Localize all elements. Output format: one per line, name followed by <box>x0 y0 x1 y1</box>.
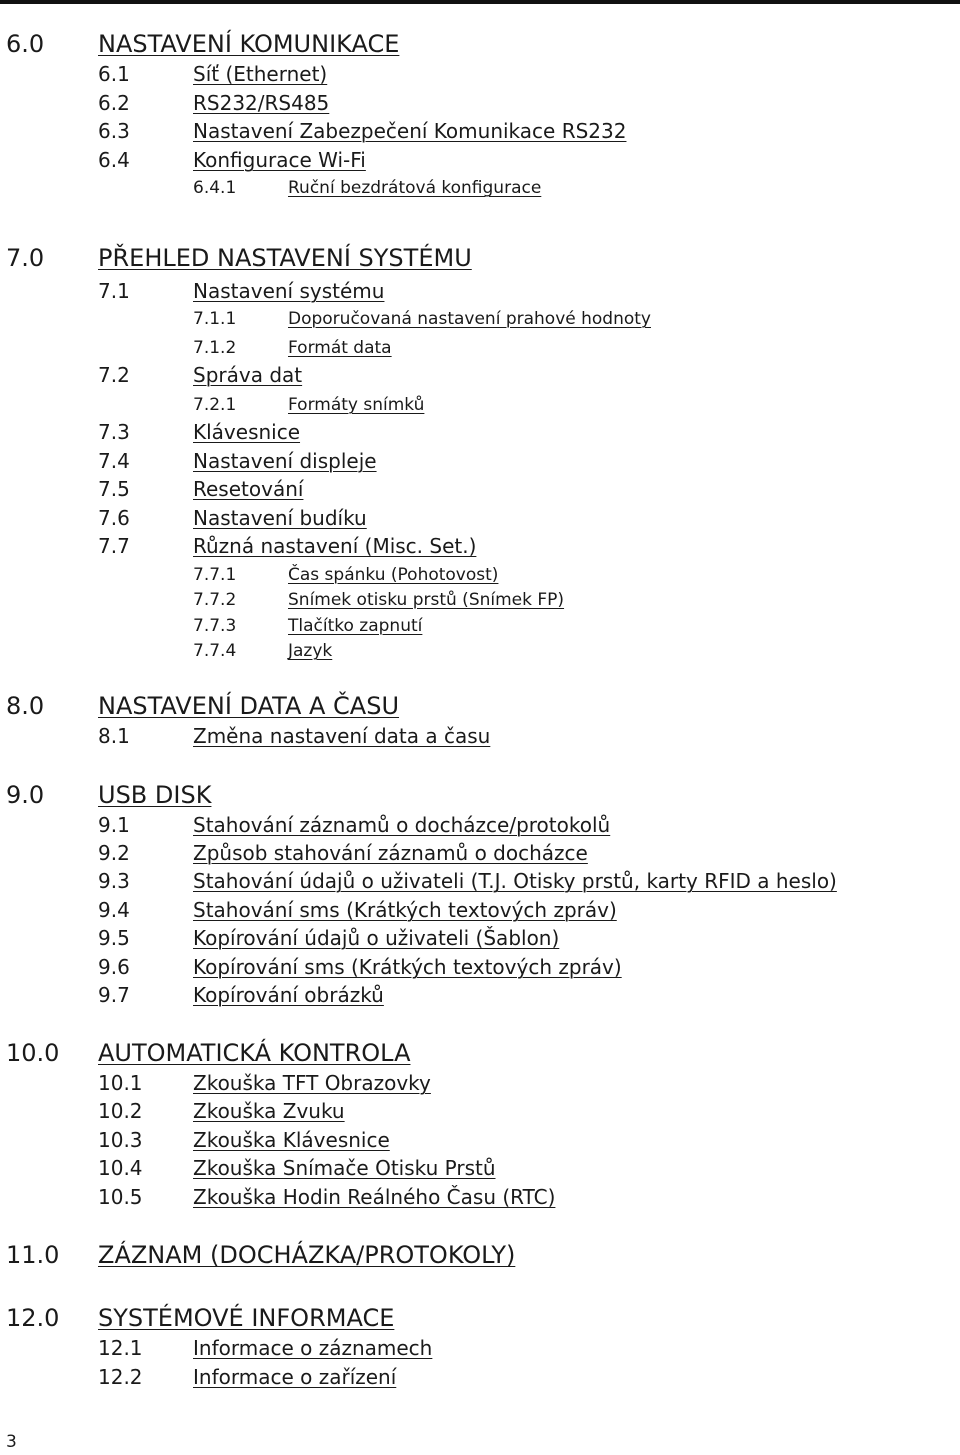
toc-link[interactable]: Jazyk <box>288 641 333 661</box>
toc-number: 9.0 <box>6 781 45 809</box>
toc-subsection <box>0 983 960 1011</box>
toc-link[interactable]: Stahování záznamů o docházce/protokolů <box>193 813 611 837</box>
toc-subsection <box>0 477 960 505</box>
toc-subsection <box>0 62 960 90</box>
toc-link[interactable]: AUTOMATICKÁ KONTROLA <box>98 1039 411 1067</box>
toc-link[interactable]: NASTAVENÍ KOMUNIKACE <box>98 30 400 58</box>
toc-subsubsection <box>0 309 960 334</box>
toc-subsubsection <box>0 590 960 615</box>
toc-link[interactable]: Nastavení budíku <box>193 506 367 530</box>
toc-link[interactable]: Tlačítko zapnutí <box>288 616 423 636</box>
toc-link[interactable]: Různá nastavení (Misc. Set.) <box>193 534 477 558</box>
toc-subsubsection <box>0 616 960 641</box>
toc-link[interactable]: NASTAVENÍ DATA A ČASU <box>98 692 400 720</box>
toc-number: 10.4 <box>98 1156 143 1180</box>
toc-subsection <box>0 148 960 176</box>
toc-link[interactable]: Nastavení displeje <box>193 449 377 473</box>
toc-number: 7.4 <box>98 449 130 473</box>
toc-subsection <box>0 1099 960 1127</box>
toc-link[interactable]: Čas spánku (Pohotovost) <box>288 565 499 585</box>
toc-link[interactable]: USB DISK <box>98 781 212 809</box>
toc-number: 9.6 <box>98 955 130 979</box>
toc-subsection <box>0 420 960 448</box>
toc-subsection <box>0 1185 960 1213</box>
toc-link[interactable]: Stahování sms (Krátkých textových zpráv) <box>193 898 617 922</box>
toc-number: 7.7.2 <box>193 590 237 610</box>
toc-number: 10.1 <box>98 1071 143 1095</box>
toc-number: 6.3 <box>98 119 130 143</box>
toc-link[interactable]: Kopírování sms (Krátkých textových zpráv) <box>193 955 622 979</box>
toc-subsection <box>0 869 960 897</box>
toc-link[interactable]: Formáty snímků <box>288 395 425 415</box>
top-rule <box>0 0 960 4</box>
toc-link[interactable]: Snímek otisku prstů (Snímek FP) <box>288 590 565 610</box>
toc-section <box>0 692 960 724</box>
toc-link[interactable]: SYSTÉMOVÉ INFORMACE <box>98 1304 395 1332</box>
toc-subsubsection <box>0 565 960 590</box>
toc-number: 8.0 <box>6 692 45 720</box>
toc-link[interactable]: Kopírování údajů o uživateli (Šablon) <box>193 926 560 950</box>
toc-link[interactable]: Nastavení systému <box>193 279 385 303</box>
toc-link[interactable]: Změna nastavení data a času <box>193 724 491 748</box>
toc-number: 7.7.1 <box>193 565 237 585</box>
toc-section <box>0 1039 960 1071</box>
toc-link[interactable]: Kopírování obrázků <box>193 983 384 1007</box>
toc-link[interactable]: PŘEHLED NASTAVENÍ SYSTÉMU <box>98 244 472 272</box>
toc-link[interactable]: Klávesnice <box>193 420 301 444</box>
toc-subsection <box>0 724 960 752</box>
toc-number: 7.3 <box>98 420 130 444</box>
toc-subsection <box>0 91 960 119</box>
toc-number: 12.1 <box>98 1336 143 1360</box>
toc-subsection <box>0 506 960 534</box>
toc-subsection <box>0 1156 960 1184</box>
toc-number: 10.2 <box>98 1099 143 1123</box>
toc-number: 6.1 <box>98 62 130 86</box>
toc-subsection <box>0 119 960 147</box>
toc-number: 7.7 <box>98 534 130 558</box>
toc-link[interactable]: Formát data <box>288 338 392 358</box>
toc-subsection <box>0 449 960 477</box>
toc-link[interactable]: Správa dat <box>193 363 303 387</box>
toc-link[interactable]: Informace o záznamech <box>193 1336 433 1360</box>
toc-link[interactable]: Informace o zařízení <box>193 1365 397 1389</box>
toc-number: 7.5 <box>98 477 130 501</box>
toc-number: 12.0 <box>6 1304 60 1332</box>
toc-number: 11.0 <box>6 1241 60 1269</box>
toc-link[interactable]: Doporučovaná nastavení prahové hodnoty <box>288 309 651 329</box>
toc-section <box>0 1241 960 1273</box>
toc-number: 6.2 <box>98 91 130 115</box>
toc-number: 9.1 <box>98 813 130 837</box>
toc-number: 6.4.1 <box>193 178 237 198</box>
toc-subsubsection <box>0 338 960 363</box>
toc-subsection <box>0 1071 960 1099</box>
toc-subsection <box>0 1365 960 1393</box>
toc-subsection <box>0 363 960 391</box>
toc-number: 9.7 <box>98 983 130 1007</box>
toc-link[interactable]: RS232/RS485 <box>193 91 330 115</box>
toc-section <box>0 781 960 813</box>
toc-link[interactable]: Zkouška Klávesnice <box>193 1128 390 1152</box>
toc-subsection <box>0 1336 960 1364</box>
toc-number: 7.2.1 <box>193 395 237 415</box>
toc-subsection <box>0 1128 960 1156</box>
toc-number: 7.6 <box>98 506 130 530</box>
toc-subsection <box>0 813 960 841</box>
toc-number: 7.1.2 <box>193 338 237 358</box>
toc-number: 9.2 <box>98 841 130 865</box>
page-number: 3 <box>6 1432 17 1452</box>
toc-link[interactable]: Zkouška Zvuku <box>193 1099 345 1123</box>
toc-number: 10.5 <box>98 1185 143 1209</box>
toc-number: 12.2 <box>98 1365 143 1389</box>
toc-subsection <box>0 898 960 926</box>
toc-number: 7.0 <box>6 244 45 272</box>
toc-subsubsection <box>0 395 960 420</box>
toc-link[interactable]: Způsob stahování záznamů o docházce <box>193 841 588 865</box>
toc-section <box>0 1304 960 1336</box>
toc-link[interactable]: Nastavení Zabezpečení Komunikace RS232 <box>193 119 627 143</box>
toc-link[interactable]: Stahování údajů o uživateli (T.J. Otisky prstů, karty RFID a heslo) <box>193 869 837 893</box>
toc-number: 7.2 <box>98 363 130 387</box>
toc-number: 8.1 <box>98 724 130 748</box>
toc-number: 7.7.4 <box>193 641 237 661</box>
toc-subsection <box>0 926 960 954</box>
toc-subsubsection <box>0 178 960 203</box>
toc-subsection <box>0 534 960 562</box>
toc-link[interactable]: Ruční bezdrátová konfigurace <box>288 178 542 198</box>
toc-number: 10.0 <box>6 1039 60 1067</box>
toc-number: 10.3 <box>98 1128 143 1152</box>
toc-number: 7.1.1 <box>193 309 237 329</box>
toc-number: 7.7.3 <box>193 616 237 636</box>
toc-subsection <box>0 279 960 307</box>
toc-link[interactable]: ZÁZNAM (DOCHÁZKA/PROTOKOLY) <box>98 1241 516 1269</box>
toc-number: 9.4 <box>98 898 130 922</box>
toc-number: 6.4 <box>98 148 130 172</box>
toc-section <box>0 244 960 276</box>
toc-number: 7.1 <box>98 279 130 303</box>
toc-link[interactable]: Síť (Ethernet) <box>193 62 328 86</box>
toc-link[interactable]: Resetování <box>193 477 304 501</box>
toc-link[interactable]: Zkouška Snímače Otisku Prstů <box>193 1156 496 1180</box>
toc-number: 6.0 <box>6 30 45 58</box>
toc-link[interactable]: Zkouška TFT Obrazovky <box>193 1071 431 1095</box>
toc-subsection <box>0 841 960 869</box>
toc-subsubsection <box>0 641 960 666</box>
toc-number: 9.5 <box>98 926 130 950</box>
toc-link[interactable]: Konfigurace Wi-Fi <box>193 148 366 172</box>
toc-link[interactable]: Zkouška Hodin Reálného Času (RTC) <box>193 1185 556 1209</box>
toc-subsection <box>0 955 960 983</box>
toc-number: 9.3 <box>98 869 130 893</box>
toc-section <box>0 30 960 62</box>
